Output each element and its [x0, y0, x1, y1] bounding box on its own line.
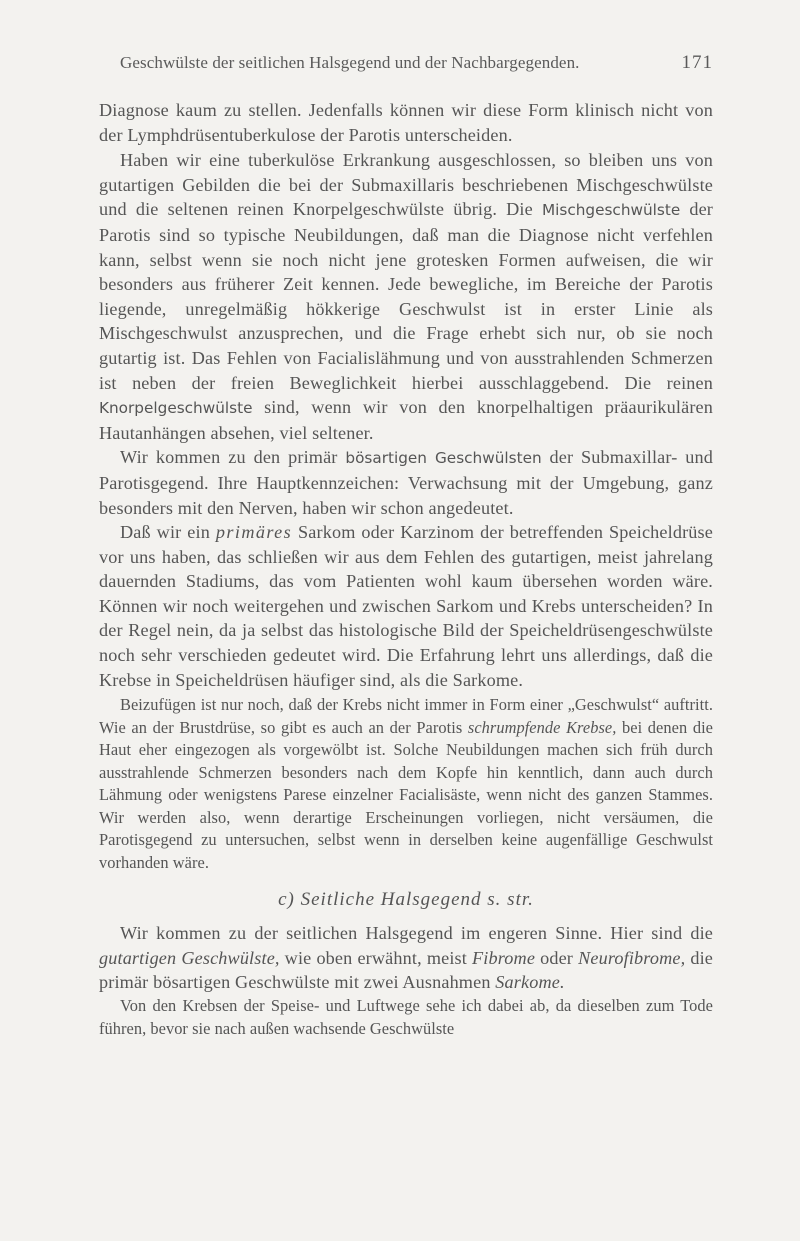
paragraph-food-airway-cancer: Von den Krebsen der Speise- und Luftwege sehe ich dabei ab, da dieselben zum Tode führen, bevor sie nach außen wachsende Geschwülste: [99, 996, 713, 1038]
paragraph-benign-tumors: Haben wir eine tuberkulöse Erkrankung ausgeschlossen, so bleiben uns von gutartigen Gebilden die bei der Submaxillaris beschriebenen Mischgeschwülste und die seltenen reinen Knorpelgeschwülste übrig. Die Mischgeschwülste der Parotis sind so typische Neubildungen, daß man die Diagnose nicht verfehlen kann, selbst wenn sie noch nicht jene grotesken Formen aufweisen, die wir besonders aus früherer Zeit kennen. Jede bewegliche, im Bereiche der Parotis liegende, unregelmäßig hökkerige Geschwulst ist in erster Linie als Mischgeschwulst anzusprechen, und die Frage erhebt sich nur, ob sie noch gutartig ist. Das Fehlen von Facialislähmung und von ausstrahlenden Schmerzen ist neben der freien Beweglichkeit hierbei ausschlaggebend. Die reinen Knorpelgeschwülste sind, wenn wir von den knorpelhaltigen präaurikulären Hautanhängen absehen, viel seltener.: [99, 150, 714, 443]
term-schrumpfende-krebse: schrumpfende Krebse,: [467, 717, 617, 737]
book-page: [99, 52, 713, 1040]
paragraph-primary-sarcoma: Daß wir ein primäres Sarkom oder Karzinom der betreffenden Speicheldrüse vor uns haben, das schließen wir aus dem Fehlen des gutartigen, meist jahrelang dauernden Stadiums, das vom Patienten wohl kaum übersehen worden wäre. Können wir noch weitergehen und zwischen Sarkom und Krebs unterscheiden? In der Regel nein, da ja selbst das histologische Bild der Speicheldrüsengeschwülste noch sehr verschieden gedeutet wird. Die Erfahrung lehrt uns allerdings, daß die Krebse in Speicheldrüsen häufiger sind, als die Sarkome.: [99, 522, 713, 690]
term-neurofibrome: Neurofibrome,: [578, 947, 686, 968]
term-sarkome: Sarkome.: [495, 972, 565, 993]
term-knorpelgeschwuelste: Knorpelgeschwülste: [99, 399, 253, 418]
term-boesartige-geschwuelste: bösartigen Geschwülsten: [345, 449, 542, 468]
term-mischgeschwuelste: Mischgeschwülste: [541, 201, 681, 220]
term-fibrome: Fibrome: [472, 947, 536, 968]
paragraph-malignant-tumors: Wir kommen zu den primär bösartigen Geschwülsten der Submaxillar- und Parotisgegend. Ihre Hauptkennzeichen: Verwachsung mit der Umgebung, ganz besonders mit den Nerven, haben wir schon angedeutet.: [99, 447, 713, 518]
page-number: 171: [681, 52, 713, 73]
paragraph-shrinking-cancer: Beizufügen ist nur noch, daß der Krebs nicht immer in Form einer „Geschwulst“ auftritt. Wie an der Brustdrüse, so gibt es auch an der Parotis schrumpfende Krebse, bei denen die Haut eher eingezogen als vorgewölbt ist. Solche Neubildungen machen sich früh durch ausstrahlende Schmerzen besonders nach dem Kopfe hin kenntlich, dann auch durch Lähmung oder wenigstens Parese einzelner Facialisäste, wenn nicht des ganzen Stammes. Wir werden also, wenn derartige Erscheinungen vorliegen, nicht versäumen, die Parotisgegend zu untersuchen, selbst wenn in derselben keine augenfällige Geschwulst vorhanden wäre.: [99, 695, 713, 872]
paragraph-diagnosis-tuberculosis: Diagnose kaum zu stellen. Jedenfalls können wir diese Form klinisch nicht von der Lymphdrüsentuberkulose der Parotis unterscheiden.: [99, 100, 713, 145]
term-primaeres: primäres: [215, 522, 293, 543]
running-head: [120, 52, 713, 74]
term-gutartige-geschwuelste: gutartigen Geschwülste,: [99, 947, 280, 968]
paragraph-lateral-neck: Wir kommen zu der seitlichen Halsgegend im engeren Sinne. Hier sind die gutartigen Geschwülste, wie oben erwähnt, meist Fibrome oder Neurofibrome, die primär bösartigen Geschwülste mit zwei Ausnahmen Sarkome.: [99, 923, 714, 993]
section-heading: c) Seitliche Halsgegend s. str.: [278, 889, 534, 911]
running-title: Geschwülste der seitlichen Halsgegend und der Nachbargegenden.: [120, 53, 580, 72]
